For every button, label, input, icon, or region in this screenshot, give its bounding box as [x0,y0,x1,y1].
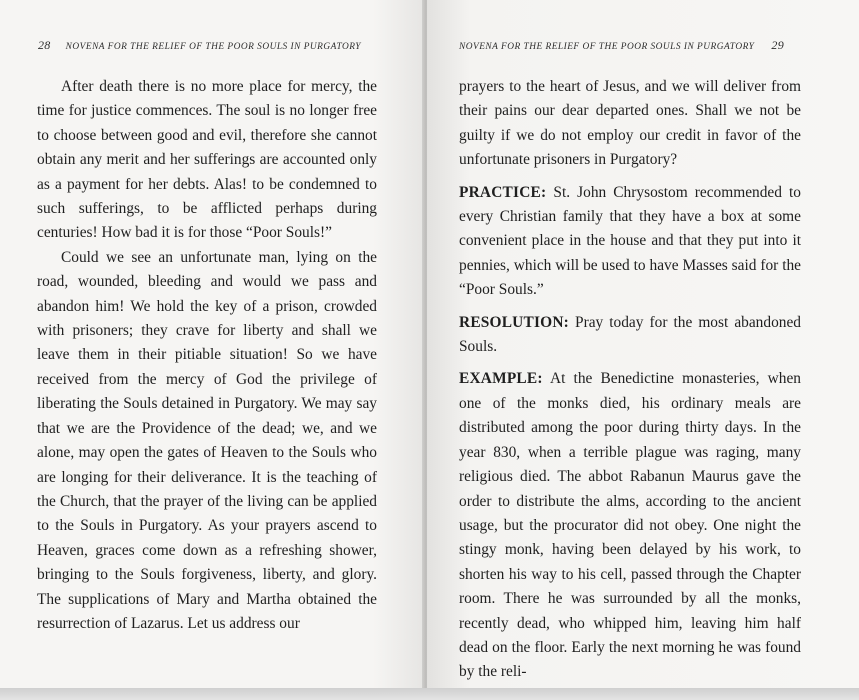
right-running-head [459,38,784,53]
practice-text: St. John Chrysostom recommended to every Christian family that they have a box at some convenient place in the house and that they put into it pennies, which will be used to have Masses said for the “Poor Souls.” [459,183,801,299]
page-edge-shadow [0,688,859,700]
left-paragraph-2: Could we see an unfortunate man, lying on the road, wounded, bleeding and would we pass and abandon him! We hold the key of a prison, crowded with prisoners; they crave for liberty and shall we leave them in their pitiable situation! So we have received from the mercy of God the privilege of liberating the Souls detained in Purgatory. We may say that we are the Providence of the dead; we, and we alone, may open the gates of Heaven to the Souls who are longing for their deliverance. It is the teaching of the Church, that the prayer of the living can be applied to the Souls in Purgatory. As your prayers ascend to Heaven, graces come down as a refreshing shower, bringing to the Souls forgiveness, liberty, and glory. The supplications of Mary and Martha obtained the resurrection of Lazarus. Let us address our [37,248,377,632]
resolution-paragraph [459,311,801,360]
example-label: EXAMPLE: [459,370,543,388]
resolution-label: RESOLUTION: [459,313,569,331]
right-continuation-paragraph: prayers to the heart of Jesus, and we will deliver from their pains our dear departed ones. Shall we not be guilty if we do not employ our credit in favor of the unfortunate prisoners in Purgatory? [459,78,801,169]
left-paragraph-1: After death there is no more place for mercy, the time for justice commences. The soul is no longer free to choose between good and evil, therefore she cannot obtain any merit and her sufferings are accounted only as a payment for her debts. Alas! to be condemned to such sufferings, to be afflicted perhaps during centuries! How bad it is for those “Poor Souls!” [37,78,377,242]
left-running-title: NOVENA FOR THE RELIEF OF THE POOR SOULS IN PURGATORY [65,42,361,52]
practice-paragraph [459,181,801,303]
practice-label: PRACTICE: [459,183,547,201]
right-page [427,0,859,688]
right-running-title: NOVENA FOR THE RELIEF OF THE POOR SOULS IN PURGATORY [459,42,755,52]
left-running-head [38,38,361,53]
left-body-text [37,75,377,636]
right-page-number: 29 [771,38,784,52]
example-text: At the Benedictine monasteries, when one of the monks died, his ordinary meals are distributed among the poor during thirty days. In the year 830, when a terrible plague was raging, many religious died. The abbot Rabanun Maurus gave the order to distribute the alms, according to the ancient usage, but the procurator did not obey. One night the stingy monk, having been delayed by his work, to shorten his way to his cell, passed through the Chapter room. There he was surrounded by all the monks, recently dead, who whipped him, leaving him half dead on the floor. Early the next morning he was found by the reli- [459,370,801,681]
left-page-number: 28 [38,38,51,52]
example-paragraph [459,367,801,684]
resolution-text: Pray today for the most abandoned Souls. [459,313,801,356]
left-page [0,0,424,688]
right-body-text [459,75,801,685]
